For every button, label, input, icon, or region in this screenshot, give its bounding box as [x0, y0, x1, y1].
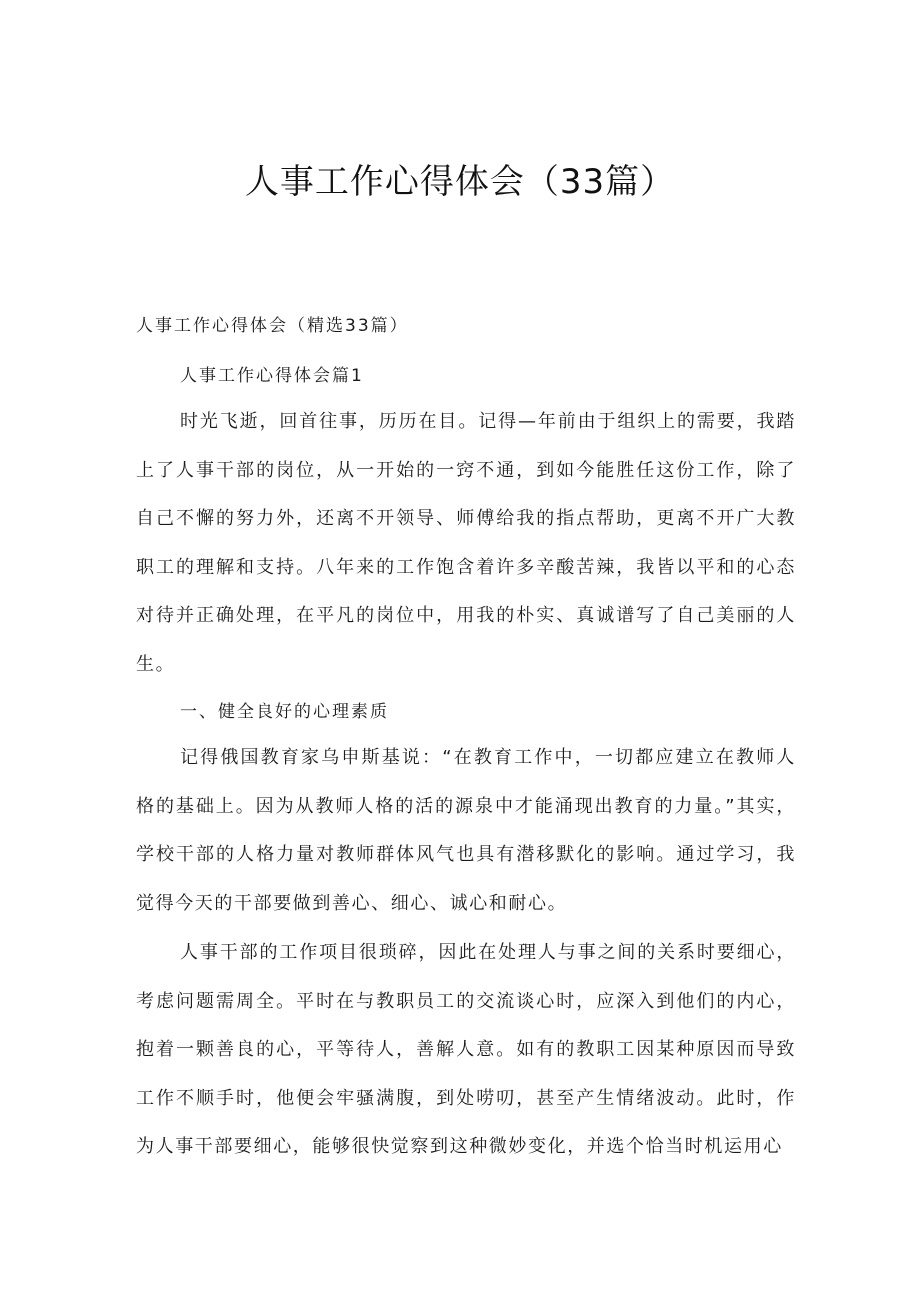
document-title: 人事工作心得体会（33篇） [244, 162, 676, 202]
section-heading-1: 一、健全良好的心理素质 [180, 702, 389, 722]
paragraph-1: 时光飞逝，回首往事，历历在目。记得—年前由于组织上的需要，我踏上了人事干部的岗位，从一开始的一窍不通，到如今能胜任这份工作，除了自己不懈的努力外，还离不开领导、师傅给我的指点帮助，更离不开广大教职工的理解和支持。八年来的工作饱含着许多辛酸苦辣，我皆以平和的心态对待并正确处理，在平凡的岗位中，用我的朴实、真诚谱写了自己美丽的人生。 [136, 411, 796, 675]
document-subtitle: 人事工作心得体会（精选33篇） [136, 316, 409, 336]
article-heading: 人事工作心得体会篇1 [180, 366, 364, 386]
paragraph-2: 记得俄国教育家乌申斯基说：“在教育工作中，一切都应建立在教师人格的基础上。因为从教师人格的活的源泉中才能涌现出教育的力量。”其实，学校干部的人格力量对教师群体风气也具有潜移默化的影响。通过学习，我觉得今天的干部要做到善心、细心、诚心和耐心。 [136, 747, 796, 914]
paragraph-3: 人事干部的工作项目很琐碎，因此在处理人与事之间的关系时要细心，考虑问题需周全。平时在与教职员工的交流谈心时，应深入到他们的内心，抱着一颗善良的心，平等待人，善解人意。如有的教职工因某种原因而导致工作不顺手时，他便会牢骚满腹，到处唠叨，甚至产生情绪波动。此时，作为人事干部要细心，能够很快觉察到这种微妙变化，并选个恰当时机运用心 [136, 942, 796, 1158]
